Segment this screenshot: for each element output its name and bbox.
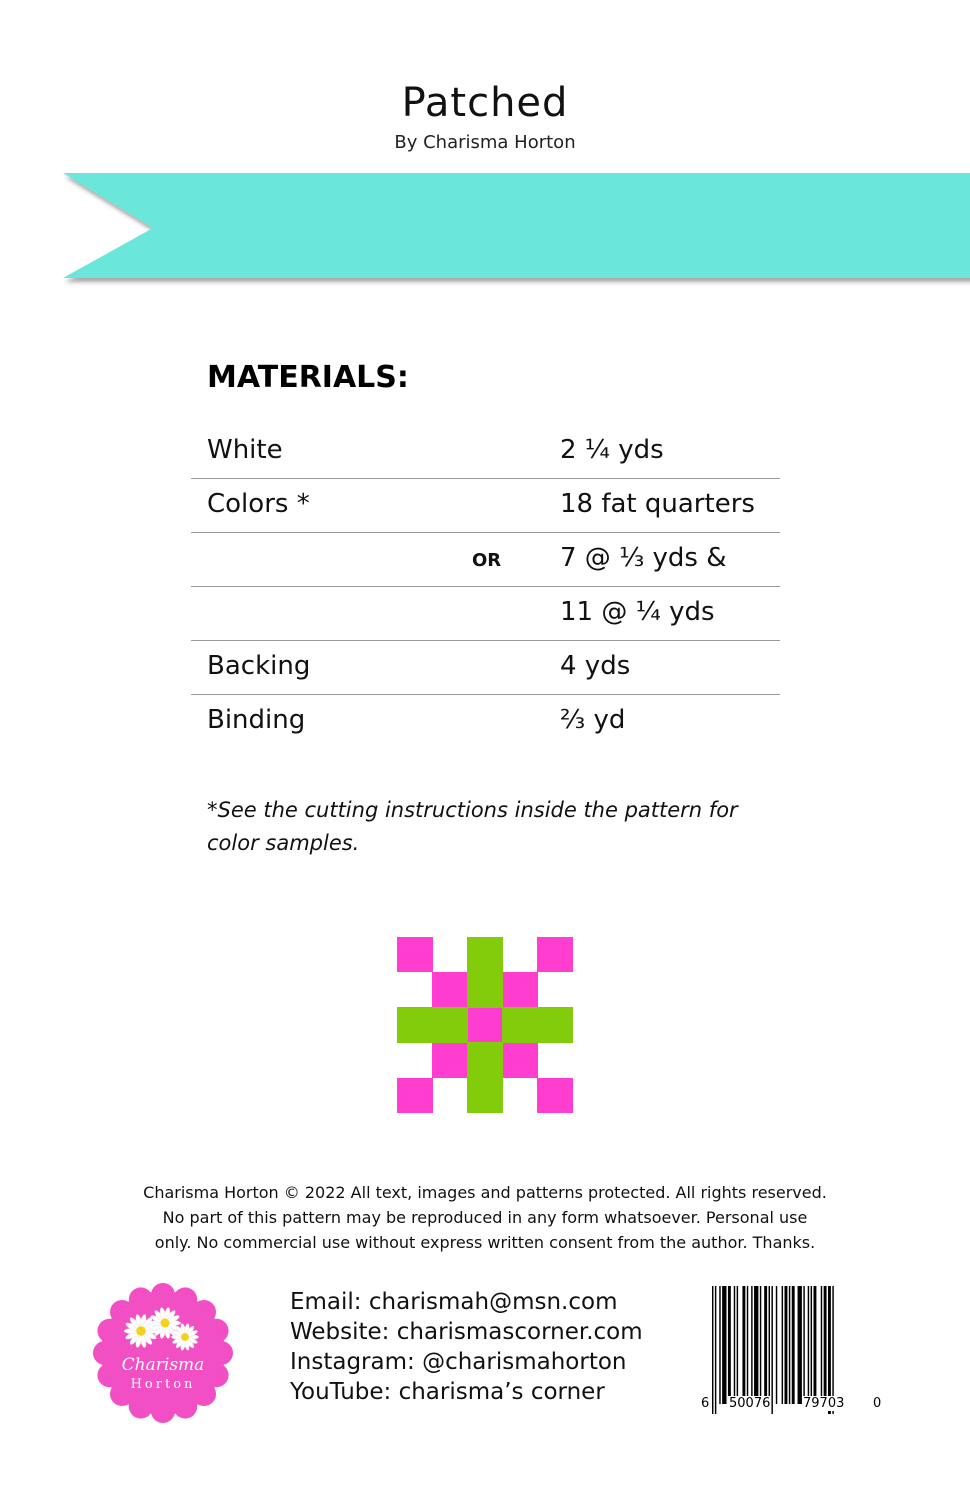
cutting-note-line: *See the cutting instructions inside the pattern for [207,798,738,822]
material-name: Binding [207,705,306,735]
barcode-digits-left: 50076 [729,1396,771,1411]
materials-row [191,533,780,587]
material-quantity: 7 @ ⅓ yds & [560,543,727,573]
quilt-block-illustration [397,937,573,1113]
materials-row [191,641,780,695]
copyright-line: No part of this pattern may be reproduced in any form whatsoever. Personal use [162,1208,808,1227]
youtube-text: YouTube: charisma’s corner [290,1379,605,1405]
logo-subname: Horton [130,1377,196,1392]
author-byline: By Charisma Horton [394,132,576,153]
logo-name: Charisma [121,1355,205,1375]
barcode-digits-right: 79703 [803,1396,845,1411]
materials-row [191,425,780,479]
barcode-digit-first: 6 [701,1396,710,1411]
copyright-line: Charisma Horton © 2022 All text, images and patterns protected. All rights reserved. [143,1183,827,1202]
material-quantity: ⅔ yd [560,705,626,735]
material-quantity: 2 ¼ yds [560,435,664,465]
material-quantity: 11 @ ¼ yds [560,597,715,627]
website-text: Website: charismascorner.com [290,1319,643,1345]
material-quantity: 4 yds [560,651,631,681]
materials-row [191,695,780,748]
cutting-note [207,794,767,860]
teal-ribbon-banner [55,168,970,288]
material-name: Backing [207,651,311,681]
material-name: White [207,435,283,465]
material-name: Colors * [207,489,310,519]
barcode-digit-check: 0 [873,1396,882,1411]
materials-row [191,587,780,641]
materials-row [191,479,780,533]
charisma-horton-logo [93,1283,233,1423]
email-text: Email: charismah@msn.com [290,1289,618,1315]
materials-heading: MATERIALS: [207,360,409,395]
copyright-notice [120,1180,850,1255]
material-quantity: 18 fat quarters [560,489,755,519]
instagram-text: Instagram: @charismahorton [290,1349,627,1375]
daisy-badge-icon [93,1283,233,1423]
pattern-title: Patched [401,80,569,126]
contact-info [290,1287,643,1407]
cutting-note-line: color samples. [207,831,360,855]
materials-table [191,425,780,748]
copyright-line: only. No commercial use without express written consent from the author. Thanks. [154,1233,816,1252]
material-or: OR [472,550,502,571]
barcode-digits [700,1396,885,1416]
